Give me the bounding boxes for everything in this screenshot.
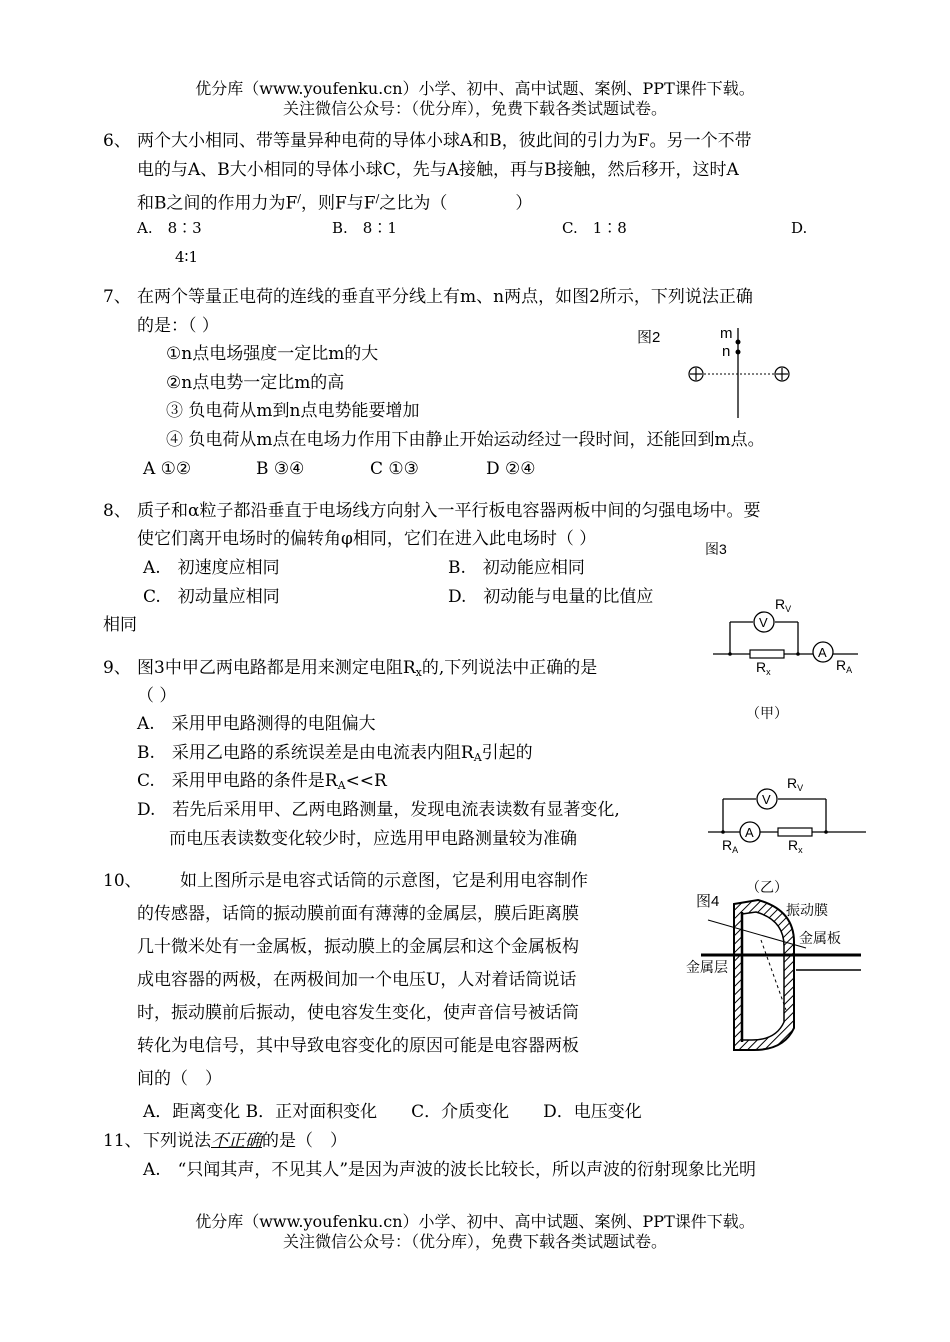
question-number-11: 11、 <box>103 1131 142 1151</box>
q7-option-a: A ①② <box>143 459 192 479</box>
q6-line2: 电的与A、B大小相同的导体小球C，先与A接触，再与B接触，然后移开，这时A <box>137 160 739 180</box>
q6-option-c: C. 1∶8 <box>562 219 627 237</box>
q11-line1: 下列说法不正确的是（ ） <box>143 1131 347 1151</box>
q10-line7: 间的（ ） <box>137 1069 222 1089</box>
metal-layer-label: 金属层 <box>686 959 728 975</box>
q8-option-d-cont: 相同 <box>103 615 137 635</box>
q6-option-d-value: 4∶1 <box>175 248 198 266</box>
question-number-10: 10、 <box>103 871 142 891</box>
figure-4-microphone-diagram <box>686 890 866 1060</box>
q9-option-c: C. 采用甲电路的条件是$R_A<<R$ <box>137 771 387 792</box>
circuit-yi-label: （乙） <box>746 879 788 895</box>
point-m-label: m <box>720 325 733 342</box>
figure-4-title: 图4 <box>696 893 720 910</box>
rx-label-yi: $R_x$ <box>788 837 803 855</box>
q10-options: A．距离变化 B．正对面积变化 C．介质变化 D．电压变化 <box>143 1102 642 1122</box>
ra-label-yi: $R_A$ <box>722 837 739 855</box>
ra-label-jia: $R_A$ <box>836 657 853 675</box>
q6-line1: 两个大小相同、带等量异种电荷的导体小球A和B，彼此间的引力为F。另一个不带 <box>137 131 752 151</box>
voltmeter-symbol-jia: V <box>759 615 768 630</box>
figure-3-title: 图3 <box>705 541 727 557</box>
q9-line2: （ ） <box>137 686 177 706</box>
q9-option-d-cont: 而电压表读数变化较少时，应选用甲电路测量较为准确 <box>169 829 577 849</box>
question-number-7: 7、 <box>103 287 131 307</box>
q9-option-b: B. 采用乙电路的系统误差是由电流表内阻$R_A$引起的 <box>137 743 533 764</box>
voltmeter-symbol-yi: V <box>762 792 771 807</box>
q8-line1: 质子和α粒子都沿垂直于电场线方向射入一平行板电容器两板中间的匀强电场中。要 <box>137 501 761 521</box>
figure-2-diagram <box>680 318 810 423</box>
question-number-6: 6、 <box>103 131 131 151</box>
ammeter-symbol-jia: A <box>818 645 827 660</box>
q10-line4: 成电容器的两极，在两极间加一个电压U，人对着话筒说话 <box>137 970 577 990</box>
q10-line5: 时，振动膜前后振动，使电容发生变化，使声音信号被话筒 <box>137 1003 579 1023</box>
q9-option-a: A. 采用甲电路测得的电阻偏大 <box>137 714 376 734</box>
metal-plate-label: 金属板 <box>799 930 841 946</box>
rv-label-jia: $R_V$ <box>775 596 792 614</box>
q7-line1: 在两个等量正电荷的连线的垂直平分线上有m、n两点，如图2所示，下列说法正确 <box>137 287 753 307</box>
q7-option-d: D ②④ <box>486 459 536 479</box>
point-n-label: n <box>722 343 731 360</box>
question-number-9: 9、 <box>103 658 131 678</box>
q8-option-c: C. 初动量应相同 <box>143 587 280 607</box>
figure-2-title: 图2 <box>637 329 661 346</box>
q7-option-c: C ①③ <box>370 459 419 479</box>
q10-line3: 几十微米处有一金属板，振动膜上的金属层和这个金属板构 <box>137 937 579 957</box>
figure-3-circuits <box>708 592 866 858</box>
q7-statement-2: ②n点电势一定比m的高 <box>166 373 345 393</box>
page-footer-line2: 关注微信公众号：（优分库），免费下载各类试题试卷。 <box>282 1232 667 1251</box>
q9-option-d: D. 若先后采用甲、乙两电路测量，发现电流表读数有显著变化, <box>137 800 620 820</box>
q7-statement-3: ③ 负电荷从m到n点电势能要增加 <box>166 401 420 421</box>
q6-line3: 和B之间的作用力为F/，则F与F/之比为（ ） <box>137 192 533 214</box>
vibration-film-label: 振动膜 <box>786 902 828 918</box>
q10-line1: 如上图所示是电容式话筒的示意图，它是利用电容制作 <box>180 871 588 891</box>
rx-label-jia: $R_x$ <box>756 659 771 677</box>
q8-option-b: B. 初动能应相同 <box>448 558 585 578</box>
q7-option-b: B ③④ <box>256 459 305 479</box>
q10-line6: 转化为电信号，其中导致电容变化的原因可能是电容器两板 <box>137 1036 579 1056</box>
q6-option-d-label: D. <box>791 219 808 237</box>
q11-option-a: A. “只闻其声，不见其人”是因为声波的波长比较长，所以声波的衍射现象比光明 <box>143 1160 757 1180</box>
page-footer-line1: 优分库（www.youfenku.cn）小学、初中、高中试题、案例、PPT课件下载。 <box>195 1212 755 1231</box>
q8-option-a: A. 初速度应相同 <box>143 558 280 578</box>
q7-statement-1: ①n点电场强度一定比m的大 <box>166 344 379 364</box>
question-number-8: 8、 <box>103 501 131 521</box>
page-header-line1: 优分库（www.youfenku.cn）小学、初中、高中试题、案例、PPT课件下载。 <box>195 79 755 98</box>
q6-option-a: A. 8∶3 <box>137 219 202 237</box>
q9-line1: 图3中甲乙两电路都是用来测定电阻$R_x$的,下列说法中正确的是 <box>137 658 598 679</box>
q8-option-d: D. 初动能与电量的比值应 <box>448 587 654 607</box>
circuit-jia-label: （甲） <box>746 705 788 721</box>
q6-option-b: B. 8∶1 <box>332 219 397 237</box>
q8-line2: 使它们离开电场时的偏转角φ相同，它们在进入此电场时（ ） <box>137 529 597 549</box>
q7-statement-4: ④ 负电荷从m点在电场力作用下由静止开始运动经过一段时间，还能回到m点。 <box>166 430 765 450</box>
ammeter-symbol-yi: A <box>745 825 754 840</box>
q7-line2: 的是：（ ） <box>137 316 219 336</box>
q10-line2: 的传感器，话筒的振动膜前面有薄薄的金属层，膜后距离膜 <box>137 904 579 924</box>
rv-label-yi: $R_V$ <box>787 775 804 793</box>
page-header-line2: 关注微信公众号：（优分库），免费下载各类试题试卷。 <box>282 99 667 118</box>
